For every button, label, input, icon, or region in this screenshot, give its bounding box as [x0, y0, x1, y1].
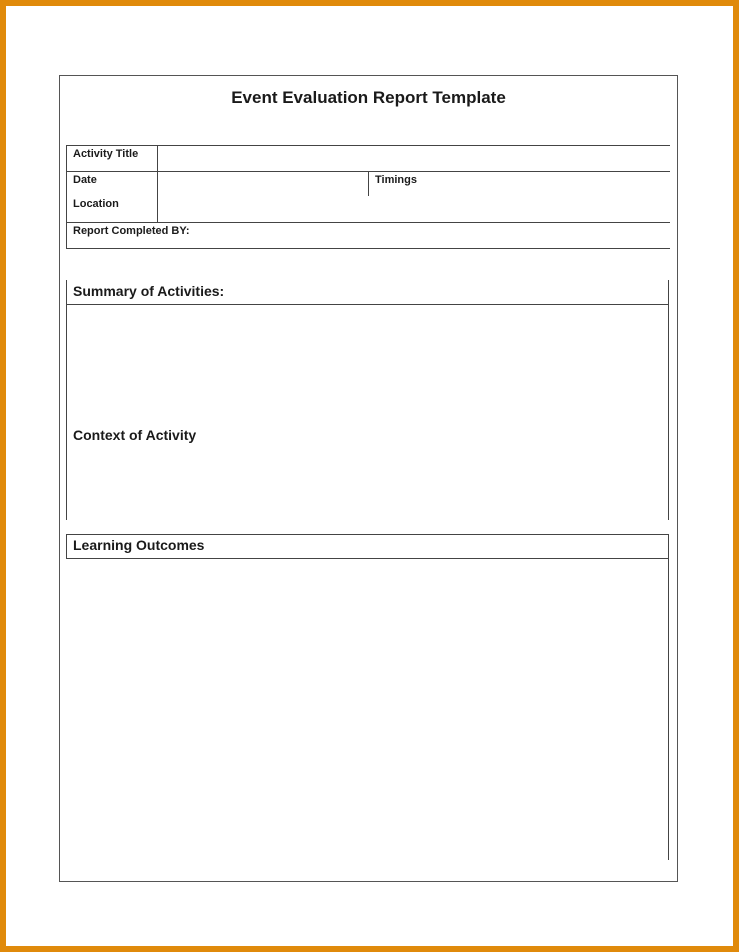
- table-line-timings: [368, 171, 369, 196]
- date-label: Date: [73, 174, 97, 186]
- report-completed-by-label: Report Completed BY:: [73, 225, 190, 237]
- table-line-label-col: [157, 145, 158, 223]
- summary-heading: Summary of Activities:: [73, 283, 225, 299]
- timings-label: Timings: [375, 174, 417, 186]
- learning-line-left: [66, 534, 67, 559]
- learning-heading: Learning Outcomes: [73, 537, 205, 553]
- document-title: Event Evaluation Report Template: [231, 88, 506, 107]
- summary-line-left: [66, 280, 67, 520]
- context-heading: Context of Activity: [73, 427, 197, 443]
- location-label: Location: [73, 198, 119, 210]
- summary-line-right: [668, 280, 669, 520]
- learning-line-right: [668, 534, 669, 860]
- document-page: [59, 75, 678, 882]
- activity-title-label: Activity Title: [73, 148, 139, 160]
- table-line-bottom: [66, 248, 670, 249]
- summary-line-under-heading: [66, 304, 669, 305]
- table-line-left: [66, 145, 67, 249]
- learning-line-top: [66, 534, 669, 535]
- learning-line-under-heading: [66, 558, 669, 559]
